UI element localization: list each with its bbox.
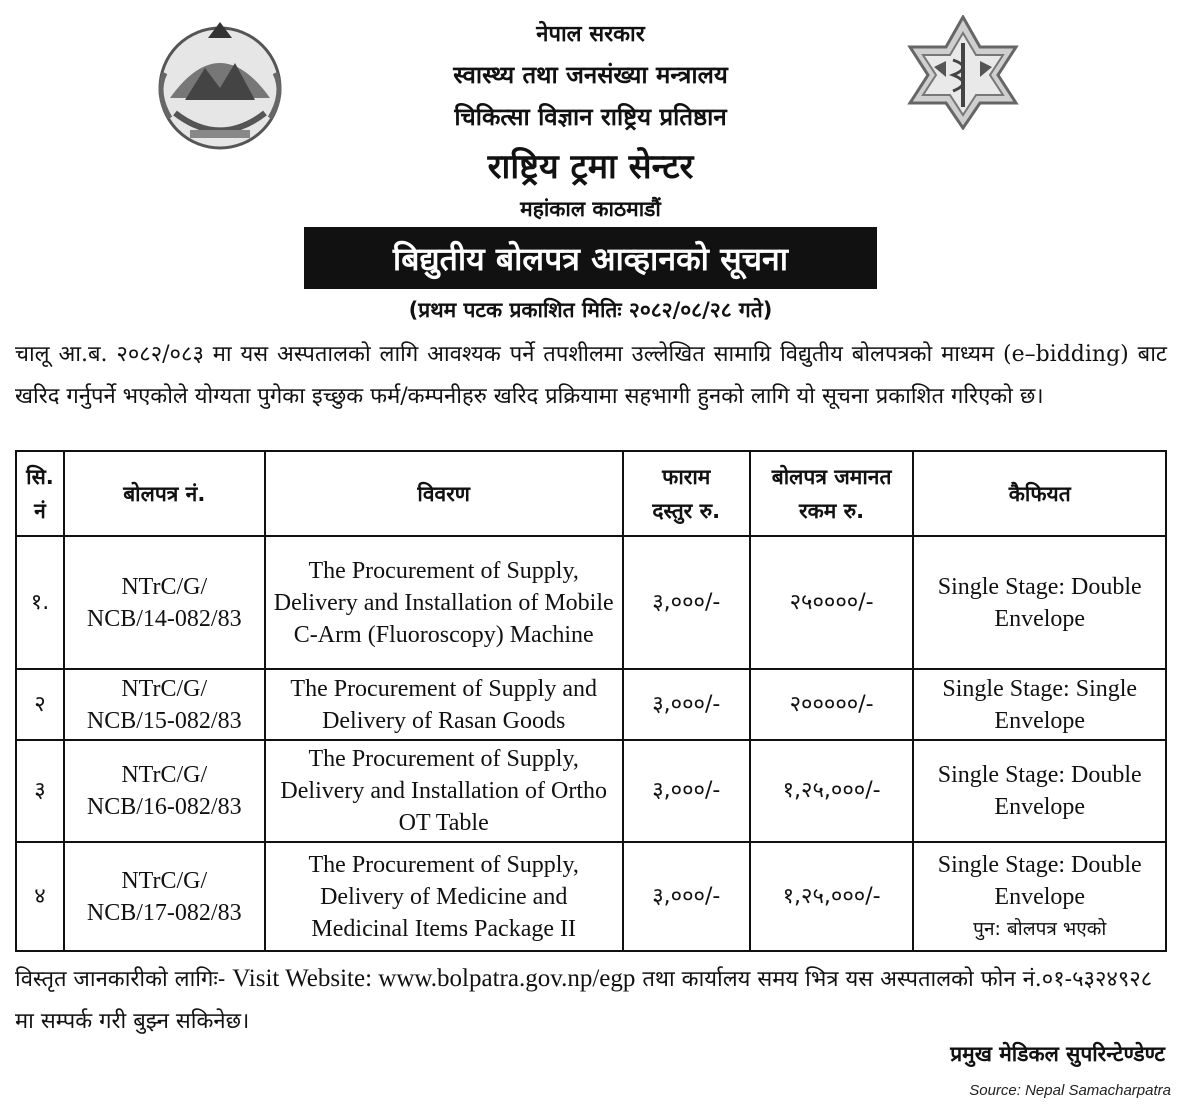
contact-info <box>15 958 1167 1043</box>
row-remarks <box>913 842 1166 951</box>
row-form-fee: ३,०००/- <box>623 842 750 951</box>
row-remarks: Single Stage: Double Envelope <box>913 740 1166 842</box>
signature-title: प्रमुख मेडिकल सुपरिन्टेण्डेण्ट <box>950 1042 1165 1066</box>
header-security-line1: बोलपत्र जमानत <box>771 464 892 489</box>
bid-no-part1: NTrC/G/ <box>121 867 208 894</box>
row-bid-no <box>64 740 265 842</box>
header-sn-line1: सि. <box>26 464 54 489</box>
header-description: विवरण <box>265 451 623 536</box>
table-row <box>16 740 1166 842</box>
notice-header <box>0 0 1181 330</box>
header-fee-line2: दस्तुर रु. <box>652 498 721 523</box>
row-sn: २ <box>16 669 64 740</box>
header-sn-line2: नं <box>34 498 46 523</box>
bid-no-part2: NCB/14-082/83 <box>86 605 242 632</box>
row-remarks: Single Stage: Single Envelope <box>913 669 1166 740</box>
header-fee-line1: फाराम <box>662 464 711 489</box>
row-form-fee: ३,०००/- <box>623 740 750 842</box>
row-sn: ३ <box>16 740 64 842</box>
row-form-fee: ३,०००/- <box>623 669 750 740</box>
table-row <box>16 842 1166 951</box>
header-form-fee <box>623 451 750 536</box>
published-date: (प्रथम पटक प्रकाशित मितिः २०८२/०८/२८ गते) <box>408 298 773 322</box>
header-serial-number <box>16 451 64 536</box>
info-prefix: विस्तृत जानकारीको लागिः- <box>15 967 226 992</box>
header-bid-number: बोलपत्र नं. <box>64 451 265 536</box>
header-bid-security <box>750 451 914 536</box>
info-suffix: तथा कार्यालय समय भित्र यस अस्पतालको फोन नं.०१-५३२४९२८ मा सम्पर्क गरी बुझ्न सकिनेछ। <box>15 967 1153 1034</box>
website-link[interactable]: Visit Website: www.bolpatra.gov.np/egp <box>232 965 636 992</box>
row-bid-security: १,२५,०००/- <box>750 740 914 842</box>
remarks-text: Single Stage: Double Envelope <box>937 851 1142 910</box>
notice-title: बिद्युतीय बोलपत्र आव्हानको सूचना <box>392 239 789 278</box>
table-row <box>16 536 1166 669</box>
row-bid-no <box>64 669 265 740</box>
header-security-line2: रकम रु. <box>799 498 865 523</box>
bid-no-part2: NCB/16-082/83 <box>86 794 242 820</box>
bid-no-part1: NTrC/G/ <box>121 762 208 788</box>
bid-no-part2: NCB/15-082/83 <box>86 707 242 734</box>
row-bid-no <box>64 842 265 951</box>
bid-no-part1: NTrC/G/ <box>121 675 208 702</box>
header-location: महांकाल काठमाडौं <box>520 197 661 221</box>
resubmission-note: पुन: बोलपत्र भएको <box>973 917 1107 940</box>
notice-title-banner <box>304 227 877 289</box>
row-description: The Procurement of Supply and Delivery of Rasan Goods <box>265 669 623 740</box>
bid-no-part2: NCB/17-082/83 <box>86 899 242 926</box>
row-sn: १. <box>16 536 64 669</box>
bid-no-part1: NTrC/G/ <box>121 573 208 600</box>
row-bid-security: १,२५,०००/- <box>750 842 914 951</box>
source-credit: Source: Nepal Samacharpatra <box>969 1082 1171 1099</box>
row-sn: ४ <box>16 842 64 951</box>
intro-paragraph: चालू आ.ब. २०८२/०८३ मा यस अस्पतालको लागि आवश्यक पर्ने तपशीलमा उल्लेखित सामाग्रि विद्युतीय बोलपत्रको माध्यम (e–bidding) बाट खरिद गर्नुपर्ने भएकोले योग्यता पुगेका इच्छुक फर्म/कम्पनीहरु खरिद प्रक्रियामा सहभागी हुनको लागि यो सूचना प्रकाशित गरिएको छ। <box>15 342 1167 409</box>
row-bid-security: २५००००/- <box>750 536 914 669</box>
row-description: The Procurement of Supply, Delivery and Installation of Mobile C-Arm (Fluoroscopy) Machine <box>265 536 623 669</box>
row-remarks: Single Stage: Double Envelope <box>913 536 1166 669</box>
table-row <box>16 669 1166 740</box>
header-government: नेपाल सरकार <box>536 22 645 47</box>
row-form-fee: ३,०००/- <box>623 536 750 669</box>
header-trauma-center: राष्ट्रिय ट्रमा सेन्टर <box>487 147 694 187</box>
row-description: The Procurement of Supply, Delivery and Installation of Ortho OT Table <box>265 740 623 842</box>
header-ministry: स्वास्थ्य तथा जनसंख्या मन्त्रालय <box>453 61 728 89</box>
row-bid-no <box>64 536 265 669</box>
table-header-row <box>16 451 1166 536</box>
row-bid-security: २०००००/- <box>750 669 914 740</box>
tender-table <box>15 450 1167 952</box>
row-description: The Procurement of Supply, Delivery of Medicine and Medicinal Items Package II <box>265 842 623 951</box>
header-remarks: कैफियत <box>913 451 1166 536</box>
header-academy: चिकित्सा विज्ञान राष्ट्रिय प्रतिष्ठान <box>454 103 727 131</box>
